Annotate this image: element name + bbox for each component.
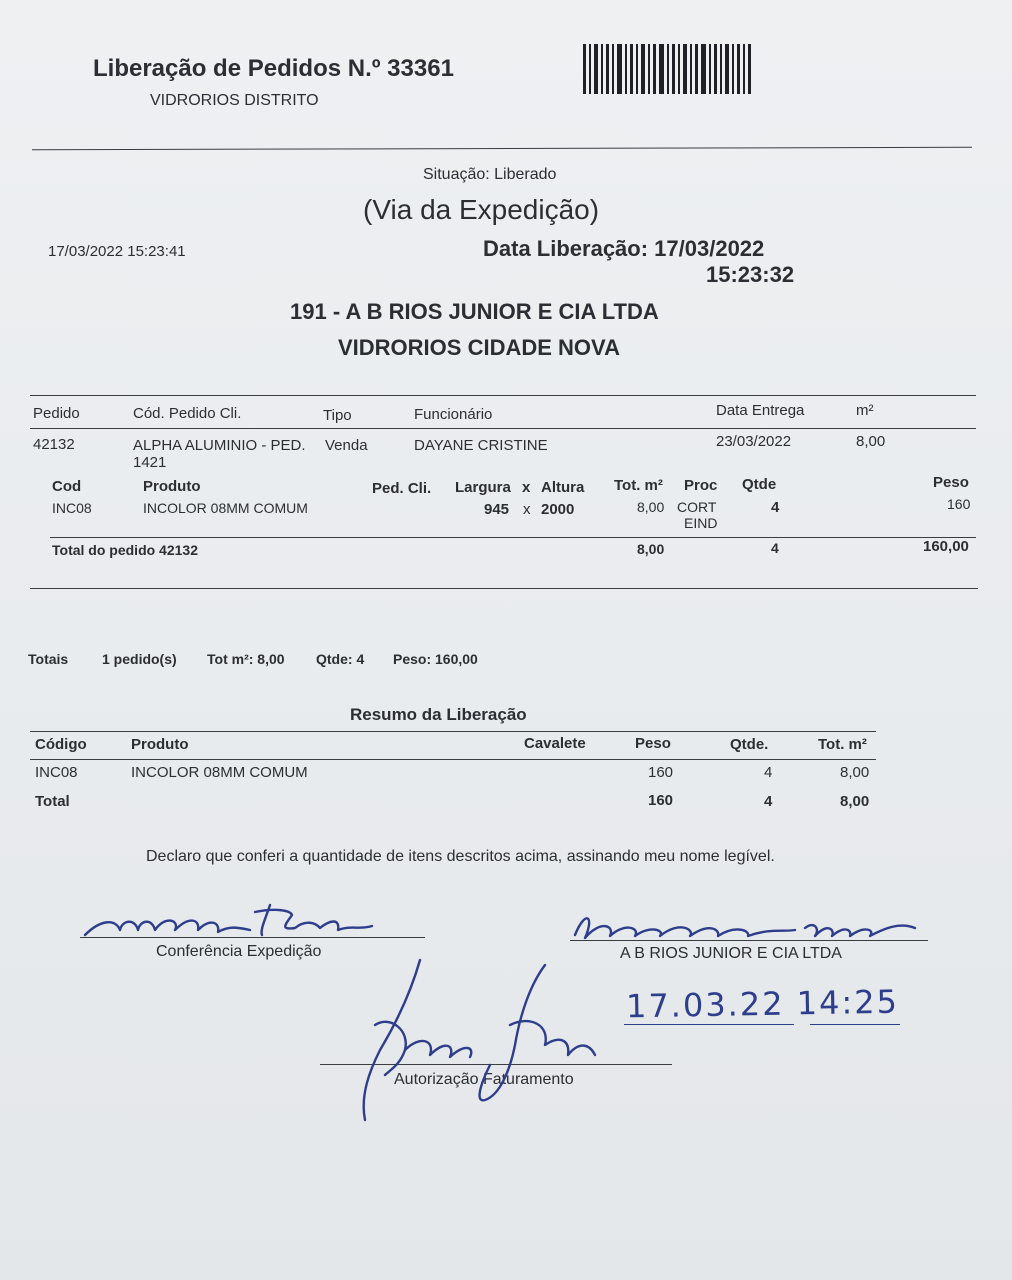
item-qtde: 4 [771,499,780,516]
order-total-rule [50,537,976,538]
order-total-qtde: 4 [771,540,779,556]
summary-top-rule [30,731,876,732]
summary-row-peso: 160 [648,764,674,781]
totals-label: Totais [28,651,69,667]
signature-label-company: A B RIOS JUNIOR E CIA LTDA [620,945,842,962]
order-delivery-date: 23/03/2022 [716,433,792,450]
item-header-x: x [522,479,531,496]
order-table-top-rule [30,395,976,396]
release-date: Data Liberação: 17/03/2022 [483,236,765,261]
summary-title: Resumo da Liberação [350,705,527,724]
item-largura: 945 [484,501,510,518]
totals-pedidos: 1 pedido(s) [102,651,177,667]
item-header-proc: Proc [684,477,718,494]
order-total-peso: 160,00 [923,538,969,555]
item-header-cod: Cod [52,478,82,495]
item-header-altura: Altura [541,479,585,496]
col-header-m2: m² [856,402,874,419]
client-branch: VIDRORIOS CIDADE NOVA [338,335,620,360]
summary-total-peso: 160 [648,792,674,809]
summary-total-qtde: 4 [764,793,773,810]
item-cod: INC08 [52,500,92,516]
signature-label-autorizacao: Autorização Faturamento [394,1071,574,1088]
summary-header-rule [30,759,876,760]
summary-header-codigo: Código [35,736,87,753]
item-header-tot-m2: Tot. m² [614,477,663,494]
order-client-code-2: 1421 [133,454,167,471]
summary-header-produto: Produto [131,736,189,753]
summary-header-tot-m2: Tot. m² [818,736,867,753]
col-header-cod-cli: Cód. Pedido Cli. [133,405,242,422]
document-subtitle: VIDRORIOS DISTRITO [150,92,319,109]
summary-header-cavalete: Cavalete [524,735,586,752]
release-time: 15:23:32 [706,262,795,287]
order-header-rule [30,428,976,429]
item-altura: 2000 [541,501,575,518]
summary-total-tot-m2: 8,00 [840,793,870,810]
order-table-bottom-rule [30,588,978,589]
totals-qtde: Qtde: 4 [316,651,365,667]
client-name: 191 - A B RIOS JUNIOR E CIA LTDA [290,299,659,324]
handwritten-time-underline [810,1024,900,1025]
totals-peso: Peso: 160,00 [393,651,478,667]
summary-total-label: Total [35,793,70,810]
signature-autorizacao-handwriting [350,955,610,1125]
print-datetime: 17/03/2022 15:23:41 [48,243,186,260]
summary-header-qtde: Qtde. [730,736,769,753]
summary-row-codigo: INC08 [35,764,78,781]
item-header-ped-cli: Ped. Cli. [372,480,432,497]
summary-row-tot-m2: 8,00 [840,764,870,781]
signature-conferencia-handwriting [80,890,380,950]
document-title: Liberação de Pedidos N.º 33361 [93,55,454,82]
item-tot-m2: 8,00 [637,499,665,515]
totals-m2: Tot m²: 8,00 [207,651,285,667]
declaration-text: Declaro que conferi a quantidade de itens descritos acima, assinando meu nome legível. [146,848,775,865]
item-header-largura: Largura [455,479,511,496]
status-text: Situação: Liberado [423,166,557,183]
handwritten-date: 17.03.22 14:25 [625,982,900,1026]
handwritten-date-underline [624,1024,794,1025]
summary-row-produto: INCOLOR 08MM COMUM [131,764,308,781]
col-header-data-entrega: Data Entrega [716,402,805,419]
item-produto: INCOLOR 08MM COMUM [143,500,308,516]
order-client-code: ALPHA ALUMINIO - PED. [133,437,306,454]
barcode-icon [583,44,751,94]
item-x: x [523,501,531,518]
order-total-m2: 8,00 [637,541,665,557]
col-header-tipo: Tipo [323,407,352,424]
order-type: Venda [325,437,368,454]
header-divider [32,147,972,150]
order-total-label: Total do pedido 42132 [52,542,198,558]
col-header-pedido: Pedido [33,405,80,422]
order-employee: DAYANE CRISTINE [414,437,548,454]
item-header-qtde: Qtde [742,476,777,493]
summary-header-peso: Peso [635,735,671,752]
item-proc-1: CORT [677,499,717,515]
item-peso: 160 [947,496,971,512]
order-number: 42132 [33,436,75,453]
item-proc-2: EIND [684,515,718,531]
signature-company-handwriting [570,900,930,950]
item-header-peso: Peso [933,474,969,491]
col-header-funcionario: Funcionário [414,406,493,423]
via-title: (Via da Expedição) [363,194,600,225]
summary-row-qtde: 4 [764,764,773,781]
order-m2: 8,00 [856,433,886,450]
item-header-produto: Produto [143,478,201,495]
signature-label-conferencia: Conferência Expedição [156,943,322,960]
